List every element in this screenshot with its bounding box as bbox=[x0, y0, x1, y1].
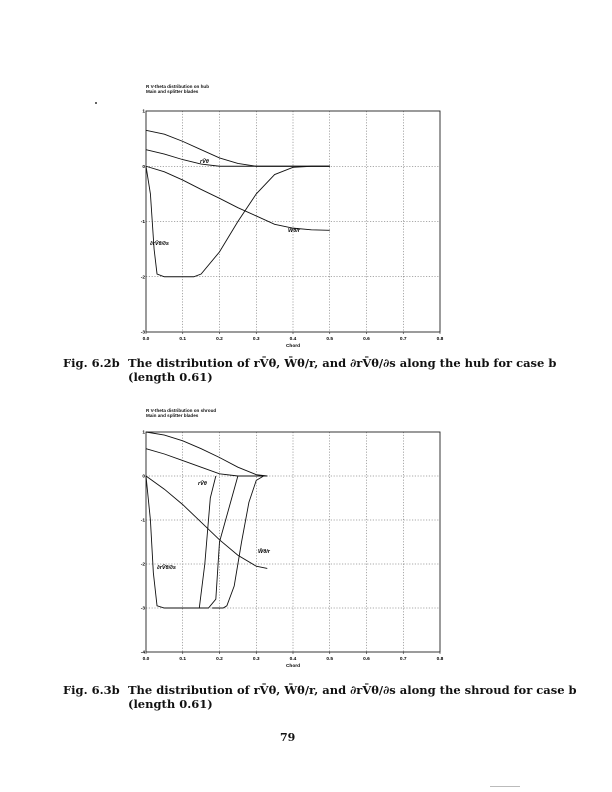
chart-subtitle-line: Main and splitter blades bbox=[146, 413, 199, 419]
y-tick-label: 0 bbox=[142, 474, 145, 480]
series-annotation: rV̄θ bbox=[200, 159, 209, 165]
x-tick-label: 0.5 bbox=[326, 337, 334, 342]
x-tick-label: 0.2 bbox=[216, 657, 223, 662]
caption-text: The distribution of rV̄θ, W̄θ/r, and ∂rV̄θ/∂s along the shroud for case b (length 0.61) bbox=[128, 683, 577, 711]
plot-area bbox=[141, 430, 444, 669]
y-tick-label: -1 bbox=[140, 220, 145, 226]
x-tick-label: 0.1 bbox=[179, 337, 187, 342]
x-tick-label: 0.3 bbox=[252, 337, 260, 342]
x-tick-label: 0.7 bbox=[399, 337, 407, 342]
x-tick-label: 0.6 bbox=[363, 337, 370, 342]
chart-title-line: R V-theta distribution on hub bbox=[146, 84, 210, 89]
y-tick-label: -2 bbox=[140, 275, 145, 281]
y-tick-label: -2 bbox=[140, 562, 145, 568]
x-axis-label: Chord bbox=[285, 664, 301, 669]
x-tick-label: 0.4 bbox=[289, 657, 297, 662]
x-tick-label: 0.4 bbox=[289, 337, 297, 342]
x-tick-label: 0.5 bbox=[326, 657, 334, 662]
x-tick-label: 0.6 bbox=[363, 657, 370, 662]
caption-text: The distribution of rV̄θ, W̄θ/r, and ∂rV̄θ/∂s along the hub for case b (length 0.61) bbox=[128, 356, 557, 384]
x-tick-label: 0.2 bbox=[216, 337, 223, 342]
y-tick-label: -3 bbox=[140, 330, 145, 336]
chart-title-line: R V-theta distribution on shroud bbox=[146, 408, 217, 413]
x-tick-label: 0.7 bbox=[399, 657, 407, 662]
x-axis-label: Chord bbox=[285, 344, 301, 349]
caption-label: Fig. 6.2b bbox=[63, 356, 120, 370]
series-annotation: rV̄θ bbox=[198, 481, 207, 487]
series-annotation: ∂rV̄θ/∂s bbox=[157, 565, 176, 571]
series-line bbox=[197, 476, 267, 608]
page-edge-mark bbox=[490, 786, 520, 787]
series-annotation: ∂rV̄θ/∂s bbox=[150, 241, 169, 247]
x-tick-label: 0.0 bbox=[142, 657, 150, 662]
y-tick-label: -4 bbox=[140, 650, 145, 656]
y-tick-label: 1 bbox=[142, 430, 145, 436]
series-annotation: W̄θ/r bbox=[288, 228, 300, 234]
y-tick-label: -3 bbox=[140, 606, 145, 612]
figure-caption-shroud bbox=[63, 683, 603, 713]
x-tick-label: 0.0 bbox=[142, 337, 150, 342]
series-line bbox=[146, 476, 216, 608]
x-tick-label: 0.8 bbox=[436, 657, 444, 662]
x-tick-label: 0.1 bbox=[179, 657, 187, 662]
chart-subtitle-line: Main and splitter blades bbox=[146, 89, 199, 95]
y-tick-label: -1 bbox=[140, 518, 145, 524]
series-annotation: W̄θ/r bbox=[258, 549, 270, 555]
y-tick-label: 0 bbox=[142, 164, 145, 170]
x-tick-label: 0.8 bbox=[436, 337, 444, 342]
series-line bbox=[146, 476, 267, 568]
page-number: 79 bbox=[280, 731, 296, 744]
y-tick-label: 1 bbox=[142, 109, 145, 115]
caption-label: Fig. 6.3b bbox=[63, 683, 120, 697]
x-tick-label: 0.3 bbox=[252, 657, 260, 662]
